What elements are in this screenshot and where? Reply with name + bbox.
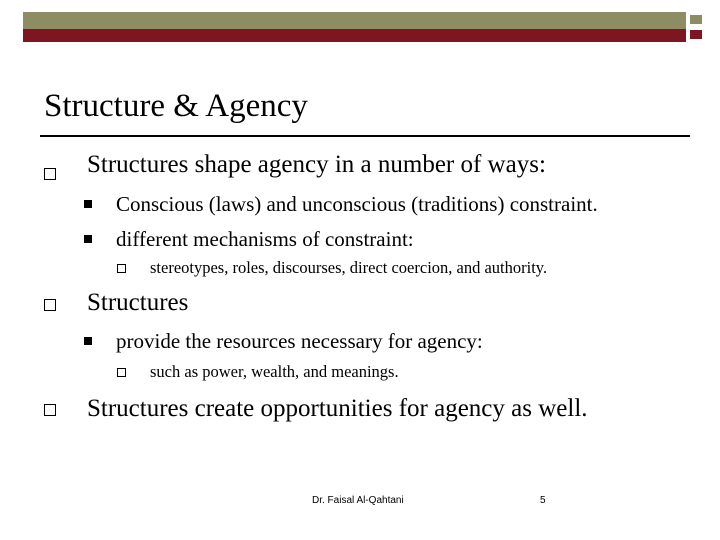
header-corner-box-olive	[689, 14, 703, 25]
page-number: 5	[540, 495, 546, 506]
hollow-square-bullet-icon	[117, 264, 126, 273]
bullet-structures: Structures	[87, 289, 189, 316]
footer-author: Dr. Faisal Al-Qahtani	[312, 495, 404, 506]
sub-bullet-provide-resources: provide the resources necessary for agency:	[116, 329, 483, 353]
filled-square-bullet-icon	[84, 337, 92, 345]
hollow-square-bullet-icon	[44, 168, 56, 180]
filled-square-bullet-icon	[84, 200, 92, 208]
bullet-structures-shape-agency: Structures shape agency in a number of ways:	[87, 151, 546, 178]
filled-square-bullet-icon	[84, 235, 92, 243]
sub-sub-bullet-power-wealth: such as power, wealth, and meanings.	[150, 362, 399, 381]
sub-bullet-mechanisms-of-constraint: different mechanisms of constraint:	[116, 227, 414, 251]
hollow-square-bullet-icon	[117, 368, 126, 377]
slide-title: Structure & Agency	[44, 88, 308, 124]
sub-bullet-conscious-constraint: Conscious (laws) and unconscious (traditions) constraint.	[116, 192, 598, 216]
title-underline	[40, 135, 690, 137]
sub-sub-bullet-stereotypes: stereotypes, roles, discourses, direct coercion, and authority.	[150, 258, 548, 277]
bullet-structures-create-opportunities: Structures create opportunities for agency as well.	[87, 395, 588, 422]
header-bar-olive	[23, 12, 686, 29]
hollow-square-bullet-icon	[44, 299, 56, 311]
header-corner-box-red	[689, 29, 703, 40]
hollow-square-bullet-icon	[44, 404, 56, 416]
header-bar-red	[23, 29, 686, 42]
